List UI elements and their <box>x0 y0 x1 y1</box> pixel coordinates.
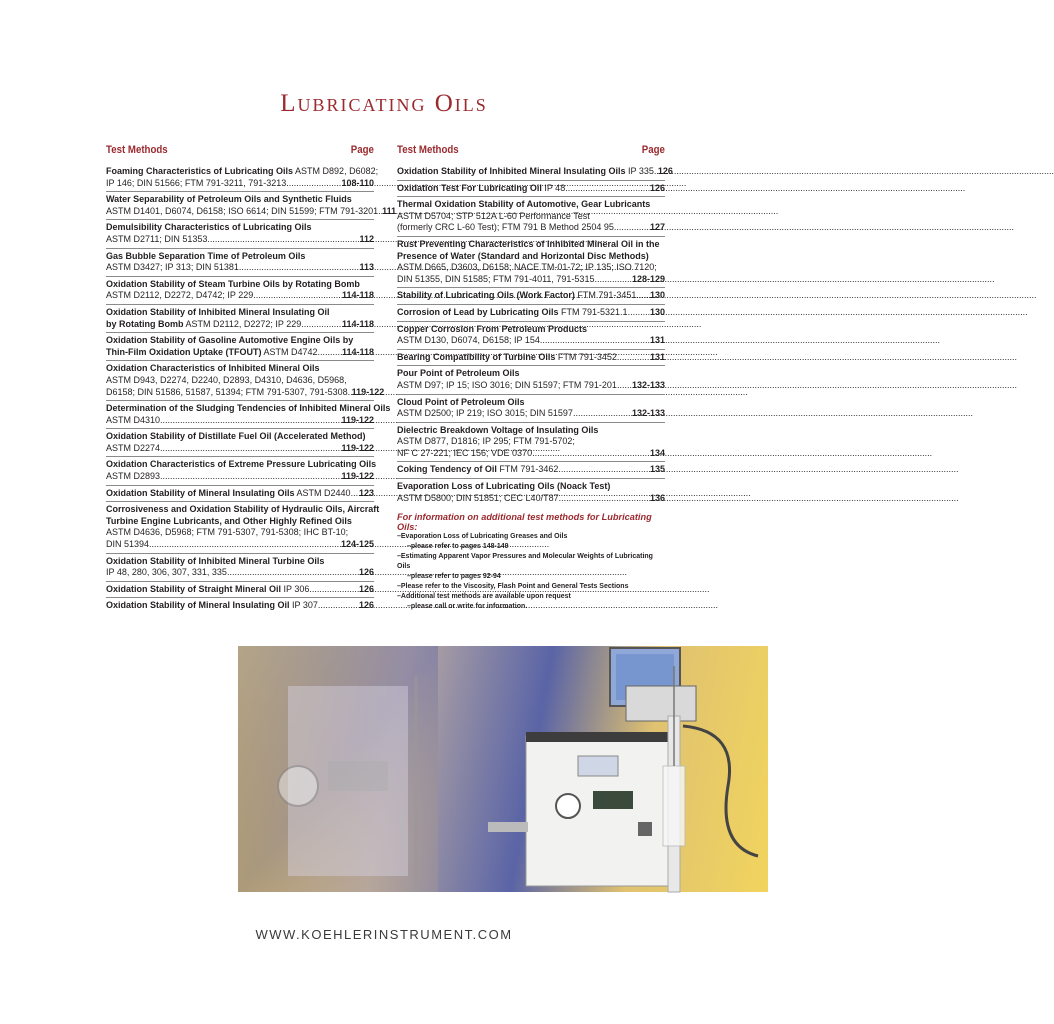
entry-line <box>106 262 374 274</box>
entry-line <box>397 335 665 347</box>
entry-line <box>397 493 665 505</box>
test-method-entry <box>397 304 665 321</box>
test-method-entry <box>106 581 374 598</box>
dot-leader <box>617 352 650 364</box>
entry-line <box>106 178 374 190</box>
method-title: Oxidation Test For Lubricating Oil <box>397 182 542 193</box>
page-number: 131 <box>649 351 665 362</box>
entry-line <box>397 408 665 420</box>
test-method-entry <box>397 478 665 506</box>
entry-line <box>106 290 374 302</box>
page-number: 132-133 <box>631 408 665 419</box>
info-subitem: –please refer to pages 148-149 <box>407 543 509 551</box>
info-item: –Please refer to the Viscosity, Flash Point and General Tests Sections <box>397 583 629 591</box>
entry-line <box>397 425 665 437</box>
method-standards: FTM 791-3452 <box>555 351 617 362</box>
method-standards: ASTM D2711; DIN 51353 <box>106 233 208 244</box>
method-title: Oxidation Stability of Mineral Insulating Oil <box>106 600 290 611</box>
entry-line <box>106 504 380 516</box>
entry-line <box>397 166 673 178</box>
test-method-entry <box>397 365 665 393</box>
dot-leader <box>318 600 359 612</box>
additional-info-list <box>397 532 665 612</box>
dot-leader <box>594 274 632 286</box>
test-method-entry <box>106 456 377 484</box>
left-column <box>106 144 397 614</box>
method-title: Determination of the Sludging Tendencies of Inhibited Mineral Oils <box>106 403 391 414</box>
page-number: 136 <box>649 492 665 503</box>
method-standards: DIN 51394 <box>106 539 150 550</box>
method-standards: ASTM D877, D1816; IP 295; FTM 791-5702; <box>397 436 575 447</box>
entry-line <box>106 516 374 528</box>
entry-line <box>106 415 374 427</box>
method-title: Oxidation Characteristics of Extreme Pressure Lubricating Oils <box>106 459 377 470</box>
page-number: 124-125 <box>340 539 374 550</box>
dot-leader <box>160 443 341 455</box>
test-method-entry <box>397 422 665 462</box>
page-number: 135 <box>649 464 665 475</box>
info-item: –Estimating Apparent Vapor Pressures and Molecular Weights of Lubricating Oils <box>397 553 653 571</box>
method-title: Oxidation Stability of Steam Turbine Oils by Rotating Bomb <box>106 278 360 289</box>
method-standards: IP 48, 280, 306, 307, 331, 335 <box>106 567 227 578</box>
entry-line <box>397 183 665 195</box>
entry-line <box>397 307 665 319</box>
entry-line <box>397 436 665 448</box>
dot-leader <box>318 347 342 359</box>
entry-line <box>106 403 391 415</box>
test-method-entry <box>397 394 665 422</box>
page-number: 132-133 <box>631 379 665 390</box>
entry-line <box>397 368 665 380</box>
entry-line <box>106 556 374 568</box>
entry-line <box>397 464 665 476</box>
page-number: 130 <box>649 290 665 301</box>
info-subitem: –please refer to pages 92-94 <box>407 573 501 581</box>
entry-line <box>106 584 374 596</box>
method-title: Thin-Film Oxidation Uptake (TFOUT) <box>106 346 262 357</box>
test-method-entry <box>106 191 397 219</box>
dot-leader <box>614 222 650 234</box>
entry-line <box>397 222 665 234</box>
dot-leader <box>286 178 341 190</box>
test-method-entry <box>397 180 665 197</box>
page-number: 119-122 <box>341 442 374 453</box>
dot-leader <box>628 307 650 319</box>
dot-leader <box>227 567 359 579</box>
test-method-entry <box>106 332 374 360</box>
dot-leader <box>540 335 650 347</box>
page-number: 111 <box>382 205 397 216</box>
entry-line <box>106 251 374 263</box>
method-title: Oxidation Stability of Gasoline Automotive Engine Oils by <box>106 335 354 346</box>
dot-leader <box>636 290 650 302</box>
page-number: 119-122 <box>351 386 385 397</box>
method-title: by Rotating Bomb <box>106 318 184 329</box>
method-title: Pour Point of Petroleum Oils <box>397 368 520 379</box>
dot-leader <box>301 319 342 331</box>
right-column <box>397 144 673 612</box>
entry-line <box>106 375 374 387</box>
method-standards: ASTM D4636, D5968; FTM 791-5307, 791-5308; IHC BT-10; <box>106 527 349 538</box>
entry-line <box>397 481 665 493</box>
entry-line <box>106 539 374 551</box>
entry-line <box>106 431 374 443</box>
entry-line <box>106 307 374 319</box>
dot-leader <box>558 464 650 476</box>
test-method-entry <box>397 236 665 287</box>
dot-leader <box>239 262 360 274</box>
method-title: Oxidation Characteristics of Inhibited Mineral Oils <box>106 363 320 374</box>
test-method-entry <box>106 276 374 304</box>
dot-leader <box>149 539 341 551</box>
dot-leader <box>573 408 632 420</box>
test-method-entry <box>397 287 665 304</box>
dot-leader <box>565 183 650 195</box>
dot-leader <box>160 415 341 427</box>
test-method-entry <box>397 164 673 180</box>
entry-list <box>397 164 673 506</box>
test-method-entry <box>106 400 391 428</box>
method-standards: IP 307 <box>289 600 318 611</box>
method-title: Corrosiveness and Oxidation Stability of Hydraulic Oils, Aircraft <box>106 504 380 515</box>
info-item: –Additional test methods are available upon request <box>397 593 571 601</box>
info-subitem: –please call or write for information. <box>407 603 528 611</box>
page-number: 130 <box>649 306 665 317</box>
page-number: 119-122 <box>341 471 374 482</box>
page-number: 119-122 <box>341 414 374 425</box>
dot-leader <box>351 488 359 500</box>
additional-info-heading: For information on additional test methods for Lubricating Oils: <box>397 512 652 533</box>
method-standards: ASTM D2893 <box>106 471 161 482</box>
entry-line <box>106 567 374 579</box>
column-header-page: Page <box>641 144 665 156</box>
method-standards: ASTM D130, D6074, D6158; IP 154 <box>397 335 540 346</box>
entry-line <box>397 397 665 409</box>
method-standards: ASTM D2112, D2272, D4742; IP 229 <box>106 290 254 301</box>
entry-line <box>106 471 374 483</box>
method-standards: ASTM D4310 <box>106 414 161 425</box>
test-method-entry <box>106 597 374 614</box>
method-title: Bearing Compatibility of Turbine Oils <box>397 351 556 362</box>
entry-line <box>106 279 374 291</box>
method-standards: ASTM D2112, D2272; IP 229 <box>183 318 302 329</box>
method-title: Dielectric Breakdown Voltage of Insulating Oils <box>397 424 599 435</box>
method-standards: ASTM D943, D2274, D2240, D2893, D4310, D4636, D5968, <box>106 374 347 385</box>
instrument-photo <box>238 646 768 892</box>
page-number: 112 <box>359 233 374 244</box>
method-standards: ASTM D892, D6082; <box>293 166 379 176</box>
test-method-entry <box>106 553 374 581</box>
method-title: Coking Tendency of Oil <box>397 464 497 475</box>
method-title: Oxidation Stability of Mineral Insulating Oils <box>106 487 295 498</box>
method-standards: FTM 791-3451 <box>574 290 637 301</box>
method-title: Water Separability of Petroleum Oils and Synthetic Fluids <box>106 194 352 205</box>
method-title: Rust Preventing Characteristics of Inhibited Mineral Oil in the <box>397 238 660 249</box>
page-number: 131 <box>649 335 665 346</box>
page-number: 126 <box>358 600 374 611</box>
method-standards: FTM 791-3462 <box>496 464 559 475</box>
method-standards: ASTM D3427; IP 313; DIN 51381 <box>106 262 239 273</box>
page-number: 108-110 <box>341 177 374 188</box>
column-header-page: Page <box>350 144 374 156</box>
entry-line <box>106 194 374 206</box>
page-number: 126 <box>657 166 673 176</box>
method-title: Copper Corrosion From Petroleum Products <box>397 323 588 334</box>
method-title: Oxidation Stability of Distillate Fuel Oil (Accelerated Method) <box>106 431 366 442</box>
column-header <box>106 144 374 158</box>
entry-line <box>106 459 377 471</box>
entry-line <box>397 324 665 336</box>
method-title: Evaporation Loss of Lubricating Oils (Noack Test) <box>397 481 611 492</box>
page-number: 113 <box>359 262 374 273</box>
entry-line <box>397 199 665 211</box>
method-title: Thermal Oxidation Stability of Automotive, Gear Lubricants <box>397 199 651 210</box>
entry-line <box>106 222 374 234</box>
test-method-entry <box>106 428 374 456</box>
entry-line <box>106 205 397 218</box>
test-method-entry <box>397 461 665 478</box>
page-number: 114-118 <box>341 290 374 301</box>
entry-line <box>106 527 374 539</box>
method-title: Oxidation Stability of Straight Mineral Oil <box>106 583 282 594</box>
method-title: Oxidation Stability of Inhibited Mineral Insulating Oil <box>106 306 330 317</box>
method-title: Turbine Engine Lubricants, and Other Highly Refined Oils <box>106 515 352 526</box>
method-standards: NF C 27-221; IEC 156; VDE 0370 <box>397 447 533 458</box>
test-method-entry <box>106 164 379 191</box>
method-title: Demulsibility Characteristics of Lubricating Oils <box>106 222 312 233</box>
entry-line <box>106 443 374 455</box>
entry-line <box>397 448 665 460</box>
method-title: Oxidation Stability of Inhibited Mineral Turbine Oils <box>106 555 325 566</box>
entry-line <box>106 335 374 347</box>
test-method-entry <box>106 248 374 276</box>
entry-line <box>106 166 379 178</box>
method-title: Presence of Water (Standard and Horizontal Disc Methods) <box>397 250 649 261</box>
dot-leader <box>309 584 359 596</box>
method-title: Corrosion of Lead by Lubricating Oils <box>397 306 559 317</box>
method-standards: ASTM D665, D3603, D6158; NACE TM-01-72; IP 135; ISO 7120; <box>397 262 657 273</box>
entry-line <box>106 347 374 359</box>
dot-leader <box>617 380 632 392</box>
entry-line <box>397 262 665 274</box>
test-method-entry <box>397 349 665 366</box>
method-standards: ASTM D2440 <box>294 487 351 498</box>
entry-line <box>106 319 374 331</box>
entry-line <box>397 380 665 392</box>
test-method-entry <box>106 485 374 502</box>
entry-line <box>106 488 374 500</box>
method-standards: IP 306 <box>281 583 310 594</box>
entry-list <box>106 164 397 614</box>
method-title: Oxidation Stability of Inhibited Mineral Insulating Oils <box>397 166 626 176</box>
method-standards: ASTM D4742 <box>261 346 318 357</box>
entry-line <box>397 239 665 251</box>
column-header-label: Test Methods <box>397 144 459 156</box>
method-standards: ASTM D5704; STP 512A L-60 Performance Test <box>397 210 590 221</box>
entry-line <box>397 251 665 263</box>
entry-line <box>106 386 385 399</box>
page-number: 134 <box>649 447 665 458</box>
method-standards: ASTM D1401, D6074, D6158; ISO 6614; DIN 51599; FTM 791-3201 <box>106 205 379 216</box>
test-method-entry <box>397 196 665 236</box>
test-method-entry <box>397 321 665 349</box>
instrument-illustration <box>238 646 768 892</box>
website-url: WWW.KOEHLERINSTRUMENT.COM <box>255 927 513 942</box>
method-title: Cloud Point of Petroleum Oils <box>397 396 525 407</box>
method-title: Foaming Characteristics of Lubricating Oils <box>106 166 294 176</box>
page-title: Lubricating Oils <box>280 90 488 117</box>
page-number: 114-118 <box>341 318 374 329</box>
method-title: Gas Bubble Separation Time of Petroleum Oils <box>106 250 306 261</box>
page-number: 123 <box>358 487 374 498</box>
dot-leader <box>559 493 650 505</box>
method-standards: DIN 51355, DIN 51585; FTM 791-4011, 791-5315 <box>397 273 595 284</box>
method-standards: D6158; DIN 51586, 51587, 51394; FTM 791-5307, 791-5308 <box>106 386 348 397</box>
dot-leader <box>253 290 342 302</box>
entry-line <box>106 363 374 375</box>
page-number: 128-129 <box>631 273 665 284</box>
method-standards: IP 48 <box>541 182 566 193</box>
page-number: 126 <box>358 583 374 594</box>
entry-line <box>106 234 374 246</box>
method-standards: ASTM D2500; IP 219; ISO 3015; DIN 51597 <box>397 408 573 419</box>
test-method-entry <box>106 501 380 552</box>
method-standards: IP 335 <box>625 166 654 176</box>
entry-line <box>397 290 665 302</box>
entry-line <box>397 211 665 223</box>
entry-line <box>106 600 374 612</box>
method-standards: IP 146; DIN 51566; FTM 791-3211, 791-3213 <box>106 177 287 188</box>
page-number: 126 <box>358 567 374 578</box>
dot-leader <box>532 448 650 460</box>
method-standards: FTM 791-5321.1 <box>558 306 628 317</box>
test-method-entry <box>106 304 374 332</box>
entry-line <box>397 352 665 364</box>
test-method-entry <box>106 219 374 247</box>
column-header-label: Test Methods <box>106 144 168 156</box>
column-header <box>397 144 665 158</box>
info-item: –Evaporation Loss of Lubricating Greases and Oils <box>397 533 568 541</box>
method-standards: ASTM D97; IP 15; ISO 3016; DIN 51597; FTM 791-201 <box>397 379 617 390</box>
page-number: 126 <box>649 182 665 193</box>
page-number: 127 <box>649 222 665 233</box>
method-standards: (formerly CRC L-60 Test); FTM 791 B Method 2504 95 <box>397 222 614 233</box>
dot-leader <box>160 471 341 483</box>
page-number: 114-118 <box>341 346 374 357</box>
dot-leader <box>207 234 359 246</box>
method-standards: ASTM D5800; DIN 51851; CEC L40/T87 <box>397 492 559 503</box>
method-title: Stability of Lubricating Oils (Work Factor) <box>397 290 575 301</box>
test-method-entry <box>106 360 385 400</box>
entry-line <box>397 274 665 286</box>
method-standards: ASTM D2274 <box>106 442 161 453</box>
